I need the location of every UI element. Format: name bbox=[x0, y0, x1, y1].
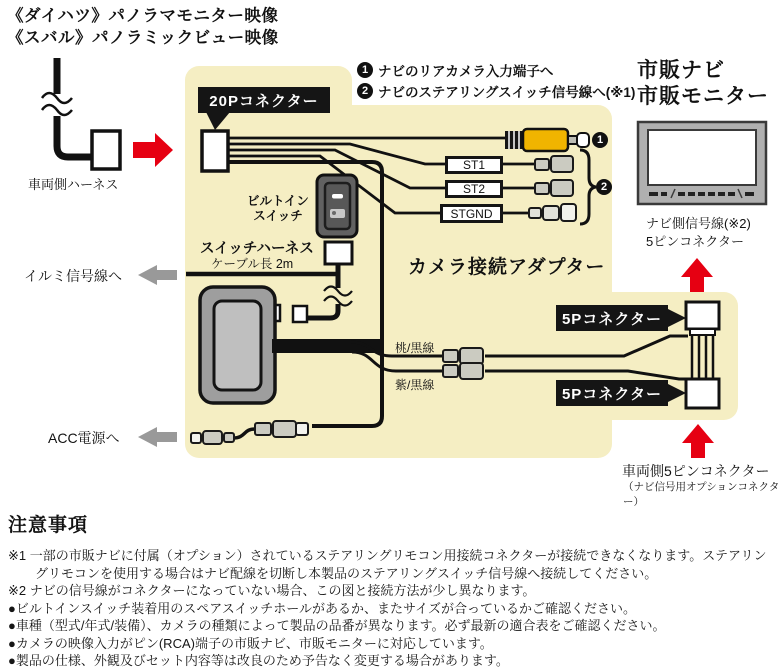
note-steering bbox=[357, 81, 635, 101]
note-rear-camera-text: ナビのリアカメラ入力端子へ bbox=[378, 64, 554, 79]
connector-20p-box bbox=[202, 131, 228, 171]
notice-item: ●カメラの映像入力がピン(RCA)端子の市販ナビ、市販モニターに対応しています。 bbox=[8, 635, 493, 651]
pink-black-wire-label: 桃/黒線 bbox=[395, 341, 435, 355]
note-steering-text: ナビのステアリングスイッチ信号線へ(※1) bbox=[378, 85, 636, 100]
vehicle-cable bbox=[42, 58, 92, 157]
notice-item: ●製品の仕様、外観及びセット内容等は改良のため予告なく変更する場合があります。 bbox=[8, 653, 509, 668]
marker-1-icon: 1 bbox=[357, 62, 373, 78]
aftermarket-nav-title: 市販ナビ 市販モニター bbox=[637, 59, 769, 108]
switch-harness-label: スイッチハーネス bbox=[200, 241, 314, 257]
note-rear-camera bbox=[357, 60, 553, 80]
steering-marker-icon: 2 bbox=[596, 179, 612, 195]
stgnd-tag: STGND bbox=[440, 204, 503, 223]
builtin-switch-label: ビルトイン スイッチ bbox=[247, 194, 309, 223]
purple-black-wire-label: 紫/黒線 bbox=[395, 378, 435, 392]
rca-marker-icon: 1 bbox=[592, 132, 608, 148]
connector-5p-top-label: 5Pコネクター bbox=[556, 305, 668, 331]
switch-plug bbox=[293, 306, 307, 322]
connector-5p-top-box bbox=[686, 302, 719, 335]
illumination-arrow-left-icon bbox=[138, 265, 177, 285]
acc-arrow-left-icon bbox=[138, 427, 177, 447]
st-bullet-connectors bbox=[529, 156, 576, 221]
acc-label: ACC電源へ bbox=[48, 430, 120, 446]
notices-title: 注意事項 bbox=[8, 515, 89, 536]
illumination-label: イルミ信号線へ bbox=[24, 268, 122, 284]
adapter-title: カメラ接続アダプター bbox=[408, 257, 606, 278]
notice-item: ※2 ナビの信号線がコネクターになっていない場合、この図と接続方法が少し異なります。 bbox=[8, 583, 536, 598]
builtin-switch-icon bbox=[317, 175, 357, 237]
switch-harness-connector bbox=[325, 242, 352, 264]
marker-2-icon: 2 bbox=[357, 83, 373, 99]
red-arrow-up-top-icon bbox=[681, 258, 713, 292]
st1-tag: ST1 bbox=[445, 156, 503, 174]
vehicle-5pin-sublabel: （ナビ信号用オプションコネクター） bbox=[623, 481, 780, 508]
notice-item: ●車種（型式/年式/装備）、カメラの種類によって製品の品番が異なります。必ず最新の適合表をご確認ください。 bbox=[8, 618, 666, 633]
vehicle-5pin-label: 車両側5ピンコネクター bbox=[622, 463, 770, 479]
page-title-line-2: 《スバル》パノラミックビュー映像 bbox=[7, 29, 279, 47]
red-arrow-up-bottom-icon bbox=[682, 424, 714, 458]
connector-20p-label: 20Pコネクター bbox=[198, 87, 330, 113]
nav-side-signal-label: ナビ側信号線(※2) 5ピンコネクター bbox=[646, 216, 751, 249]
notice-item: ※1 一部の市販ナビに付属（オプション）されているステアリングリモコン用接続コネクターが接続できなくなります。ステアリングリモコンを使用する場合はナビ配線を切断し本製品のステアリングスイッチ信号線へ接続してください。 bbox=[8, 548, 767, 581]
connector-5p-bottom-box bbox=[686, 379, 719, 408]
monitor-icon bbox=[638, 122, 766, 204]
vehicle-harness-label: 車両側ハーネス bbox=[28, 177, 119, 192]
st2-tag: ST2 bbox=[445, 180, 503, 198]
connector-5p-bottom-label: 5Pコネクター bbox=[556, 380, 668, 406]
notice-item: ●ビルトインスイッチ装着用のスペアスイッチホールがあるか、またサイズが合っているかご確認ください。 bbox=[8, 600, 636, 616]
vehicle-harness-connector bbox=[92, 131, 120, 169]
cable-length-label: ケーブル長 2m bbox=[211, 257, 294, 271]
notices-section bbox=[8, 510, 774, 668]
red-arrow-right-icon bbox=[133, 133, 173, 167]
page-title-line-1: 《ダイハツ》パノラマモニター映像 bbox=[7, 7, 279, 25]
